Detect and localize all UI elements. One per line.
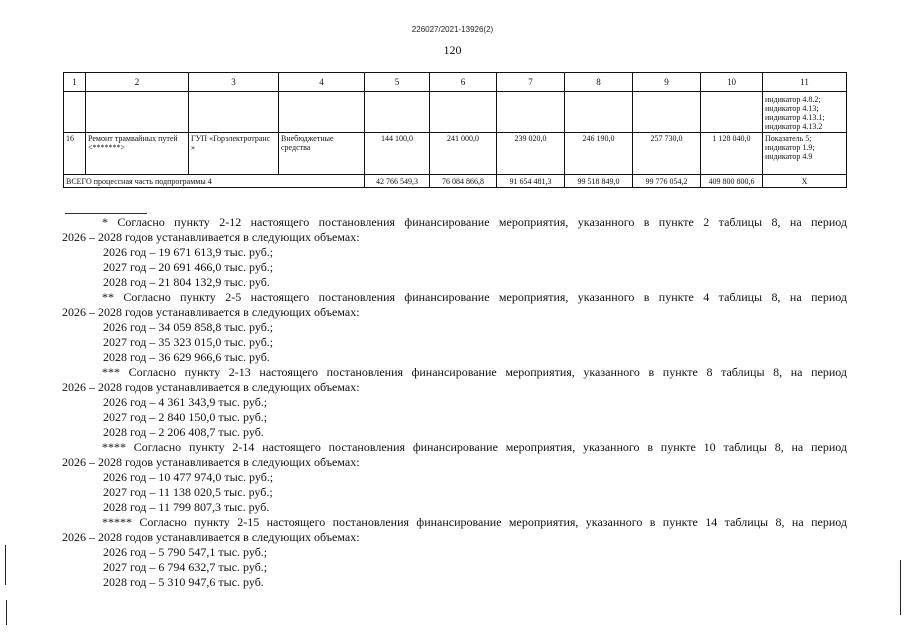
table-header-cell: 6 bbox=[430, 73, 497, 92]
table-cell bbox=[497, 92, 565, 133]
page-number: 120 bbox=[443, 43, 462, 57]
footnote-amount: 2028 год – 21 804 132,9 тыс. руб. bbox=[103, 275, 270, 289]
table-cell: ГУП «Горэлектротранс » bbox=[189, 133, 279, 175]
footnote-amount: 2027 год – 35 323 015,0 тыс. руб.; bbox=[103, 335, 274, 349]
table-cell: 241 000,0 bbox=[430, 133, 497, 175]
footnote-heading: ***** Согласно пункту 2-15 настоящего постановления финансирование мероприятия, указанного в пункте 14 таблицы 8, на период bbox=[102, 515, 847, 529]
footnote-amount: 2027 год – 11 138 020,5 тыс. руб.; bbox=[103, 485, 273, 499]
table-header-cell: 9 bbox=[633, 73, 701, 92]
table-cell bbox=[565, 92, 633, 133]
footnote-continuation: 2026 – 2028 годов устанавливается в следующих объемах: bbox=[62, 305, 360, 319]
total-value: 91 654 481,3 bbox=[497, 175, 565, 188]
document-registration-number: 226027/2021-13926(2) bbox=[411, 25, 494, 34]
footnote-amount: 2026 год – 34 059 858,8 тыс. руб.; bbox=[103, 320, 274, 334]
table-cell: 1 128 040,0 bbox=[701, 133, 763, 175]
footnote bbox=[62, 290, 847, 365]
footnote bbox=[62, 440, 847, 515]
footnote-amount: 2027 год – 6 794 632,7 тыс. руб.; bbox=[103, 560, 268, 574]
table-row bbox=[64, 133, 847, 175]
table-header-cell: 11 bbox=[763, 73, 847, 92]
footnote-continuation: 2026 – 2028 годов устанавливается в следующих объемах: bbox=[62, 455, 360, 469]
table-cell: Внебюджетные средства bbox=[279, 133, 365, 175]
footnote-continuation: 2026 – 2028 годов устанавливается в следующих объемах: bbox=[62, 230, 360, 244]
footnote-amount: 2026 год – 19 671 613,9 тыс. руб.; bbox=[103, 245, 274, 259]
table-header-cell: 7 bbox=[497, 73, 565, 92]
table-header-cell: 8 bbox=[565, 73, 633, 92]
table-cell bbox=[189, 92, 279, 133]
footnote bbox=[62, 215, 847, 290]
total-value: 42 766 549,3 bbox=[365, 175, 430, 188]
table-cell: 16 bbox=[64, 133, 86, 175]
footnote-amount: 2026 год – 5 790 547,1 тыс. руб.; bbox=[103, 545, 268, 559]
scan-artifact bbox=[6, 600, 7, 625]
total-label: ВСЕГО процессная часть подпрограммы 4 bbox=[64, 175, 365, 188]
total-value: 409 800 800,6 bbox=[701, 175, 763, 188]
footnote-amount: 2026 год – 4 361 343,9 тыс. руб.; bbox=[103, 395, 268, 409]
footnote-amount: 2028 год – 36 629 966,6 тыс. руб. bbox=[103, 350, 270, 364]
footnote-heading: **** Согласно пункту 2-14 настоящего постановления финансирование мероприятия, указанного в пункте 10 таблицы 8, на период bbox=[102, 440, 847, 454]
table-header-cell: 10 bbox=[701, 73, 763, 92]
footnote-heading: *** Согласно пункту 2-13 настоящего постановления финансирование мероприятия, указанного в пункте 8 таблицы 8, на период bbox=[102, 365, 847, 379]
table-header-row bbox=[64, 73, 847, 92]
table-header-cell: 1 bbox=[64, 73, 86, 92]
table-cell: Ремонт трамвайных путей <*******> bbox=[86, 133, 189, 175]
footnote-amount: 2026 год – 10 477 974,0 тыс. руб.; bbox=[103, 470, 274, 484]
footnote-amount: 2027 год – 20 691 466,0 тыс. руб.; bbox=[103, 260, 274, 274]
table-cell: Показатель 5; индикатор 1.9; индикатор 4.9 bbox=[763, 133, 847, 175]
table-header-cell: 2 bbox=[86, 73, 189, 92]
footnote-amount: 2027 год – 2 840 150,0 тыс. руб.; bbox=[103, 410, 268, 424]
footnote bbox=[62, 515, 847, 590]
table-cell bbox=[633, 92, 701, 133]
footnote-heading: ** Согласно пункту 2-5 настоящего постановления финансирование мероприятия, указанного в пункте 4 таблицы 8, на период bbox=[102, 290, 847, 304]
scan-artifact bbox=[900, 560, 901, 615]
table-cell bbox=[430, 92, 497, 133]
total-value: Х bbox=[763, 175, 847, 188]
table-header-cell: 4 bbox=[279, 73, 365, 92]
table-cell bbox=[365, 92, 430, 133]
scan-artifact bbox=[5, 545, 6, 585]
table-cell: 246 190,0 bbox=[565, 133, 633, 175]
footnote-amount: 2028 год – 11 799 807,3 тыс. руб. bbox=[103, 500, 270, 514]
footnote bbox=[62, 365, 847, 440]
funding-table bbox=[63, 72, 847, 188]
table-header-cell: 5 bbox=[365, 73, 430, 92]
total-value: 76 084 866,8 bbox=[430, 175, 497, 188]
footnote-amount: 2028 год – 5 310 947,6 тыс. руб. bbox=[103, 575, 264, 589]
table-cell: индикатор 4.8.2; индикатор 4.13; индикатор 4.13.1; индикатор 4.13.2 bbox=[763, 92, 847, 133]
footnote-amount: 2028 год – 2 206 408,7 тыс. руб. bbox=[103, 425, 264, 439]
table-total-row bbox=[64, 175, 847, 188]
table-cell bbox=[64, 92, 86, 133]
total-value: 99 518 849,0 bbox=[565, 175, 633, 188]
footnote-continuation: 2026 – 2028 годов устанавливается в следующих объемах: bbox=[62, 380, 360, 394]
footnote-continuation: 2026 – 2028 годов устанавливается в следующих объемах: bbox=[62, 530, 360, 544]
table-cell: 239 020,0 bbox=[497, 133, 565, 175]
table-cell bbox=[279, 92, 365, 133]
table-cell: 144 100,0 bbox=[365, 133, 430, 175]
table-cell: 257 730,0 bbox=[633, 133, 701, 175]
table-cell bbox=[86, 92, 189, 133]
table-header-cell: 3 bbox=[189, 73, 279, 92]
footnote-separator bbox=[65, 213, 147, 214]
total-value: 99 776 054,2 bbox=[633, 175, 701, 188]
table-row bbox=[64, 92, 847, 133]
footnote-heading: * Согласно пункту 2-12 настоящего постановления финансирование мероприятия, указанного в пункте 2 таблицы 8, на период bbox=[102, 215, 847, 229]
table-cell bbox=[701, 92, 763, 133]
footnotes bbox=[62, 215, 847, 590]
